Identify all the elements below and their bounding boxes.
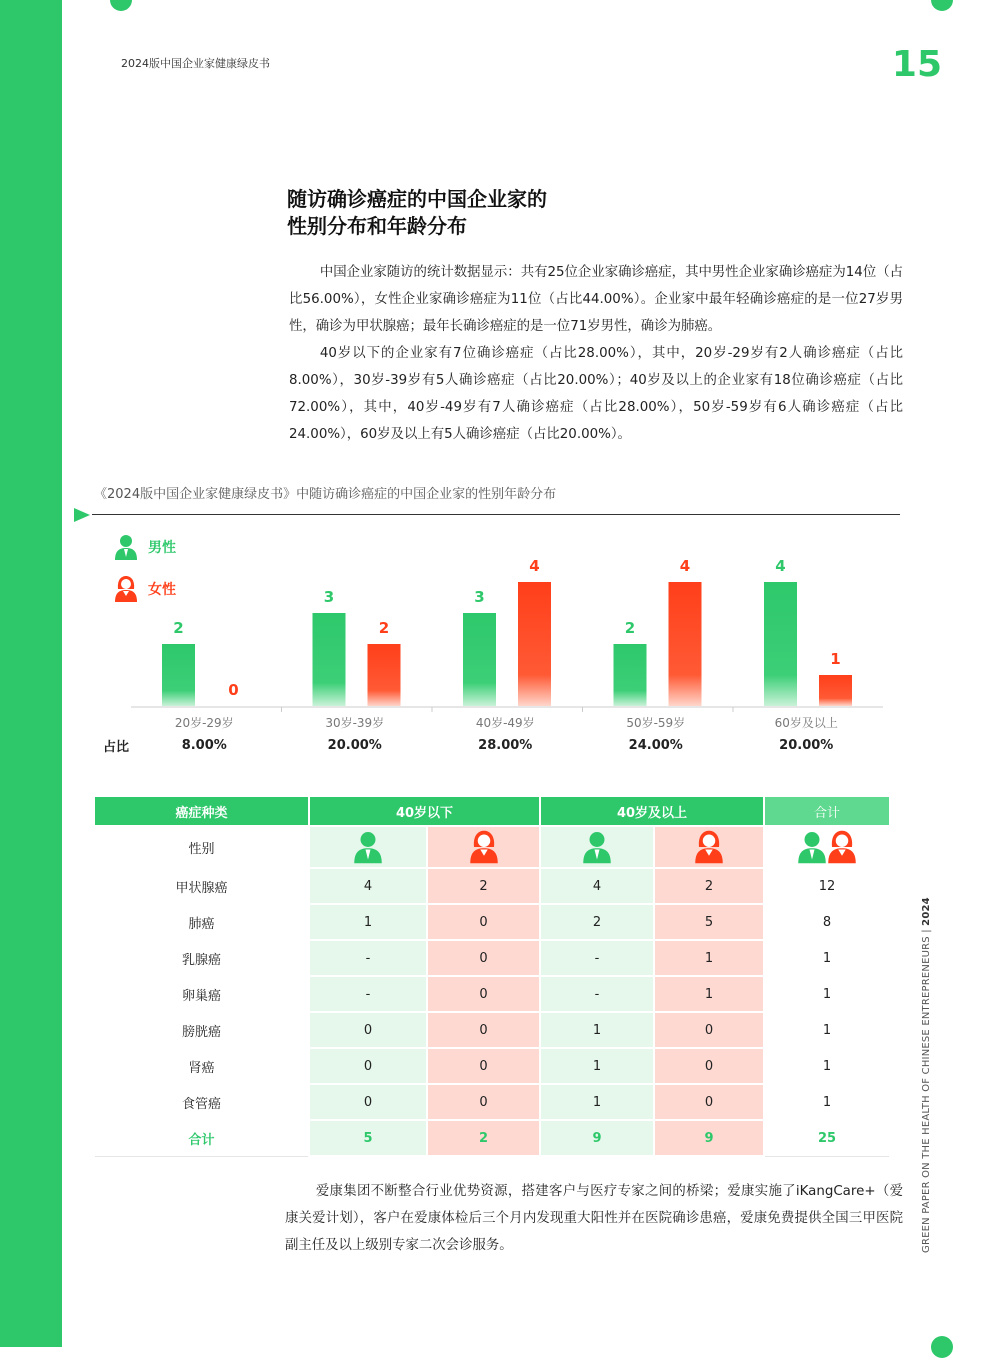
header-title: 2024版中国企业家健康绿皮书 [121,57,270,70]
over40-male-value: 2 [540,904,654,940]
over40-male-cell [540,826,654,868]
under40-male-value: 4 [309,868,427,904]
side-text-main: GREEN PAPER ON THE HEALTH OF CHINESE ENTREPRENEURS | [921,925,932,1253]
x-tick-label: 30岁-39岁 [325,716,385,730]
under40-male-value: - [309,940,427,976]
data-label-male: 2 [624,619,636,637]
cancer-type-name: 乳腺癌 [94,940,309,976]
over40-male-value: 1 [540,1084,654,1120]
total-value: 1 [764,1048,890,1084]
bar-male [614,644,647,706]
ratio-label: 占比 [103,740,130,755]
gender-label: 性别 [94,826,309,868]
over40-female-total: 9 [654,1120,764,1156]
x-tick-label: 20岁-29岁 [174,716,234,730]
data-label-female: 4 [679,557,691,575]
over40-male-total: 9 [540,1120,654,1156]
legend-male-label: 男性 [148,540,176,556]
total-value: 12 [764,868,890,904]
over40-male-value: 1 [540,1012,654,1048]
over40-male-value: - [540,940,654,976]
table-row [94,976,890,1012]
female-icon [827,829,857,865]
under40-female-value: 0 [427,976,540,1012]
cancer-type-table [93,795,891,1157]
top-dot-left [110,0,132,11]
under40-male-value: 0 [309,1012,427,1048]
under40-male-value: 0 [309,1084,427,1120]
section-title-line1: 随访确诊癌症的中国企业家的 [287,187,547,211]
x-tick-label: 50岁-59岁 [626,716,686,730]
cancer-type-name: 肺癌 [94,904,309,940]
data-label-male: 2 [173,619,184,637]
over40-female-value: 1 [654,976,764,1012]
top-dot-right [931,0,953,11]
over40-female-cell [654,826,764,868]
female-icon [694,829,724,865]
cancer-type-name: 肾癌 [94,1048,309,1084]
cancer-type-name: 食管癌 [94,1084,309,1120]
table-row [94,1012,890,1048]
total-value: 1 [764,976,890,1012]
under40-male-cell [309,826,427,868]
ratio-value: 24.00% [628,738,683,753]
cancer-type-name: 卵巢癌 [94,976,309,1012]
table-row [94,904,890,940]
footer-paragraph: 爱康集团不断整合行业优势资源，搭建客户与医疗专家之间的桥梁；爱康实施了iKangCare+（爱康关爱计划），客户在爱康体检后三个月内发现重大阳性并在医院确诊患癌，爱康免费提供全国三甲医院副主任及以上级别专家二次会诊服务。 [285,1184,903,1253]
total-value: 1 [764,940,890,976]
header-over40: 40岁及以上 [540,796,764,826]
over40-male-value: 1 [540,1048,654,1084]
cancer-type-name: 甲状腺癌 [94,868,309,904]
over40-female-value: 2 [654,868,764,904]
total-value: 1 [764,1084,890,1120]
gender-row [94,826,890,868]
bar-male [764,582,797,706]
male-icon [353,829,383,865]
section-title-line2: 性别分布和年龄分布 [287,214,467,238]
header-type: 癌症种类 [94,796,309,826]
under40-male-value: 1 [309,904,427,940]
data-label-female: 1 [830,650,841,668]
chart-caption: 《2024版中国企业家健康绿皮书》中随访确诊癌症的中国企业家的性别年龄分布 [94,487,557,502]
table-total-row [94,1120,890,1156]
left-accent-bar [0,0,62,1347]
ratio-value: 20.00% [779,738,834,753]
bar-female [368,644,401,706]
over40-female-value: 0 [654,1012,764,1048]
total-gender-cell [764,826,890,868]
over40-female-value: 0 [654,1048,764,1084]
data-label-female: 0 [228,681,239,699]
paragraph-2: 40岁以下的企业家有7位确诊癌症（占比28.00%），其中，20岁-29岁有2人确诊癌症（占比8.00%），30岁-39岁有5人确诊癌症（占比20.00%）；40岁及以上的企业家有18位确诊癌症（占比72.00%），其中，40岁-49岁有7人确诊癌症（占比28.00%），50岁-59岁有6人确诊癌症（占比24.00%），60岁及以上有5人确诊癌症（占比20.00%）。 [289,346,903,442]
paragraph-1: 中国企业家随访的统计数据显示：共有25位企业家确诊癌症，其中男性企业家确诊癌症为14位（占比56.00%），女性企业家确诊癌症为11位（占比44.00%）。企业家中最年轻确诊癌症的是一位27岁男性，确诊为甲状腺癌；最年长确诊癌症的是一位71岁男性，确诊为肺癌。 [289,265,903,334]
total-value: 8 [764,904,890,940]
under40-female-cell [427,826,540,868]
data-label-male: 3 [474,588,485,606]
over40-female-value: 5 [654,904,764,940]
over40-male-value: 4 [540,868,654,904]
table-row [94,868,890,904]
caption-divider [92,514,900,515]
section-title [287,186,547,240]
ratio-value: 20.00% [327,738,382,753]
under40-female-value: 2 [427,868,540,904]
header-under40: 40岁以下 [309,796,540,826]
header-total: 合计 [764,796,890,826]
page-number: 15 [891,44,942,85]
bar-male [463,613,496,706]
x-tick-label: 40岁-49岁 [475,716,535,730]
over40-female-value: 1 [654,940,764,976]
bar-female [669,582,702,706]
side-vertical-text [921,897,932,1253]
male-icon [582,829,612,865]
table-row [94,1084,890,1120]
female-icon [114,575,138,603]
data-label-male: 4 [775,557,786,575]
under40-male-total: 5 [309,1120,427,1156]
legend-male [114,533,176,561]
data-label-female: 4 [529,557,540,575]
side-text-year: 2024 [921,897,932,926]
caption-bracket-decoration [32,484,90,546]
bar-male [162,644,195,706]
total-value: 1 [764,1012,890,1048]
male-icon [797,829,827,865]
total-total: 25 [764,1120,890,1156]
over40-male-value: - [540,976,654,1012]
table-row [94,1048,890,1084]
female-icon [469,829,499,865]
ratio-value: 28.00% [478,738,533,753]
bar-male [313,613,346,706]
bar-female [518,582,551,706]
x-tick-label: 60岁及以上 [774,716,838,730]
bar-female [819,675,852,706]
under40-female-value: 0 [427,1048,540,1084]
under40-female-value: 0 [427,940,540,976]
under40-female-value: 0 [427,1084,540,1120]
cancer-type-name: 膀胱癌 [94,1012,309,1048]
under40-male-value: - [309,976,427,1012]
under40-male-value: 0 [309,1048,427,1084]
legend-female-label: 女性 [148,582,176,598]
under40-female-total: 2 [427,1120,540,1156]
bottom-dot-right [931,1336,953,1358]
body-text [289,259,903,448]
data-label-female: 2 [378,619,390,637]
data-label-male: 3 [323,588,335,606]
table-header-row [94,796,890,826]
under40-female-value: 0 [427,904,540,940]
under40-female-value: 0 [427,1012,540,1048]
legend-female [114,575,176,603]
total-row-label: 合计 [94,1120,309,1156]
table-row [94,940,890,976]
ratio-value: 8.00% [181,738,227,753]
over40-female-value: 0 [654,1084,764,1120]
male-icon [114,533,138,561]
footer-text [285,1178,903,1259]
